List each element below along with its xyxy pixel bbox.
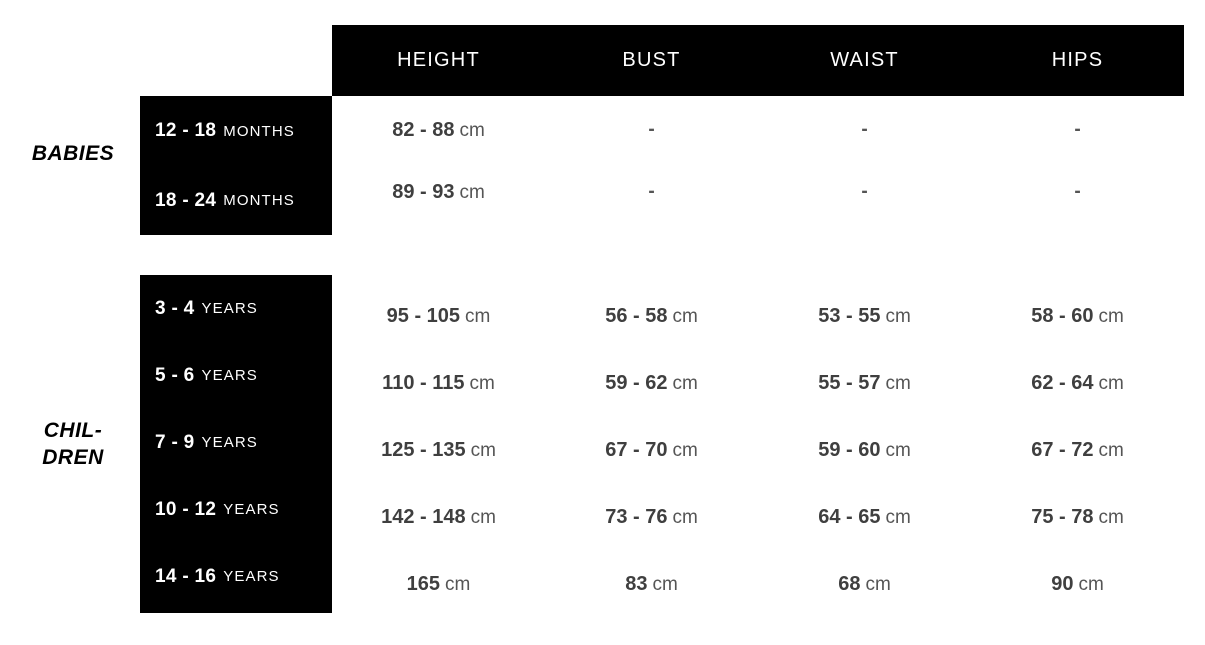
cell-waist xyxy=(758,573,971,596)
cell-value: 82 - 88 xyxy=(392,118,455,141)
cell-value: 53 - 55 xyxy=(818,304,881,327)
group-label-babies: BABIES xyxy=(31,142,115,165)
cell-unit: cm xyxy=(465,305,491,327)
cell-height xyxy=(332,372,545,395)
size-unit: MONTHS xyxy=(223,192,295,209)
size-number: 14 - 16 xyxy=(155,565,217,587)
size-row-children-5 xyxy=(140,543,332,610)
column-header-bust: BUST xyxy=(622,49,681,71)
cell-bust xyxy=(545,372,758,395)
cell-height xyxy=(332,439,545,462)
cell-height xyxy=(332,181,545,204)
cell-value: 125 - 135 xyxy=(381,438,466,461)
cell-value: 59 - 62 xyxy=(605,371,668,394)
cell-hips: - xyxy=(1074,181,1081,202)
babies-size-column xyxy=(140,96,332,235)
table-row xyxy=(332,495,1184,539)
cell-waist: - xyxy=(861,119,868,140)
table-row xyxy=(332,108,1184,152)
cell-hips xyxy=(971,573,1184,596)
size-unit: YEARS xyxy=(201,434,258,451)
cell-unit: cm xyxy=(672,372,698,394)
table-row xyxy=(332,294,1184,338)
cell-unit: cm xyxy=(652,573,678,595)
cell-waist xyxy=(758,372,971,395)
cell-value: 73 - 76 xyxy=(605,505,668,528)
cell-bust xyxy=(545,506,758,529)
cell-unit: cm xyxy=(672,506,698,528)
size-number: 3 - 4 xyxy=(155,297,195,319)
cell-hips xyxy=(971,305,1184,328)
cell-value: 165 xyxy=(406,572,441,595)
cell-unit: cm xyxy=(445,573,471,595)
cell-value: 62 - 64 xyxy=(1031,371,1094,394)
cell-value: 89 - 93 xyxy=(392,180,455,203)
cell-hips: - xyxy=(1074,119,1081,140)
cell-bust xyxy=(545,305,758,328)
cell-unit: cm xyxy=(1098,506,1124,528)
column-header-band xyxy=(332,25,1184,96)
cell-waist xyxy=(758,506,971,529)
cell-value: 67 - 70 xyxy=(605,438,668,461)
cell-value: 55 - 57 xyxy=(818,371,881,394)
cell-height xyxy=(332,506,545,529)
cell-value: 56 - 58 xyxy=(605,304,668,327)
column-header-hips: HIPS xyxy=(1051,49,1104,71)
size-number: 18 - 24 xyxy=(155,189,217,211)
cell-hips xyxy=(971,506,1184,529)
cell-waist xyxy=(758,305,971,328)
cell-value: 90 xyxy=(1051,572,1074,595)
cell-value: 83 xyxy=(625,572,648,595)
cell-unit: cm xyxy=(459,119,485,141)
cell-waist xyxy=(758,439,971,462)
cell-height xyxy=(332,119,545,142)
children-size-column xyxy=(140,275,332,613)
cell-height xyxy=(332,305,545,328)
size-number: 10 - 12 xyxy=(155,498,217,520)
cell-hips xyxy=(971,439,1184,462)
cell-bust: - xyxy=(648,119,655,140)
size-row-children-2 xyxy=(140,342,332,409)
cell-bust xyxy=(545,439,758,462)
cell-unit: cm xyxy=(470,439,496,461)
size-unit: YEARS xyxy=(223,501,280,518)
cell-value: 64 - 65 xyxy=(818,505,881,528)
cell-value: 68 xyxy=(838,572,861,595)
size-unit: YEARS xyxy=(201,367,258,384)
cell-value: 95 - 105 xyxy=(386,304,461,327)
cell-unit: cm xyxy=(1098,372,1124,394)
cell-unit: cm xyxy=(672,305,698,327)
group-label-children-line1: CHIL- xyxy=(43,419,103,442)
cell-value: 142 - 148 xyxy=(381,505,466,528)
table-row xyxy=(332,361,1184,405)
size-number: 12 - 18 xyxy=(155,120,217,141)
size-row-children-1 xyxy=(140,275,332,342)
cell-height xyxy=(332,573,545,596)
group-label-children xyxy=(8,418,138,472)
size-row-babies-2 xyxy=(140,166,332,235)
size-number: 5 - 6 xyxy=(155,364,195,386)
size-row-children-4 xyxy=(140,476,332,543)
size-number: 7 - 9 xyxy=(155,431,195,453)
size-row-babies-1 xyxy=(140,96,332,166)
cell-unit: cm xyxy=(885,506,911,528)
cell-value: 67 - 72 xyxy=(1031,438,1094,461)
column-header-height: HEIGHT xyxy=(397,49,480,71)
cell-unit: cm xyxy=(672,439,698,461)
table-row xyxy=(332,562,1184,606)
cell-value: 58 - 60 xyxy=(1031,304,1094,327)
size-unit: YEARS xyxy=(223,568,280,585)
cell-hips xyxy=(971,372,1184,395)
cell-bust xyxy=(545,573,758,596)
cell-value: 59 - 60 xyxy=(818,438,881,461)
cell-unit: cm xyxy=(1098,439,1124,461)
cell-value: 110 - 115 xyxy=(382,371,465,394)
cell-unit: cm xyxy=(885,372,911,394)
cell-unit: cm xyxy=(865,573,891,595)
cell-bust: - xyxy=(648,181,655,202)
cell-unit: cm xyxy=(470,506,496,528)
cell-unit: cm xyxy=(885,305,911,327)
column-header-waist: WAIST xyxy=(830,49,899,71)
cell-unit: cm xyxy=(459,181,485,203)
group-label-children-line2: DREN xyxy=(42,445,104,469)
table-row xyxy=(332,428,1184,472)
cell-waist: - xyxy=(861,181,868,202)
size-row-children-3 xyxy=(140,409,332,476)
cell-unit: cm xyxy=(1098,305,1124,327)
cell-unit: cm xyxy=(469,372,495,394)
cell-unit: cm xyxy=(1078,573,1104,595)
size-unit: YEARS xyxy=(201,300,258,317)
table-row xyxy=(332,170,1184,214)
size-unit: MONTHS xyxy=(223,122,295,140)
cell-value: 75 - 78 xyxy=(1031,505,1094,528)
cell-unit: cm xyxy=(885,439,911,461)
